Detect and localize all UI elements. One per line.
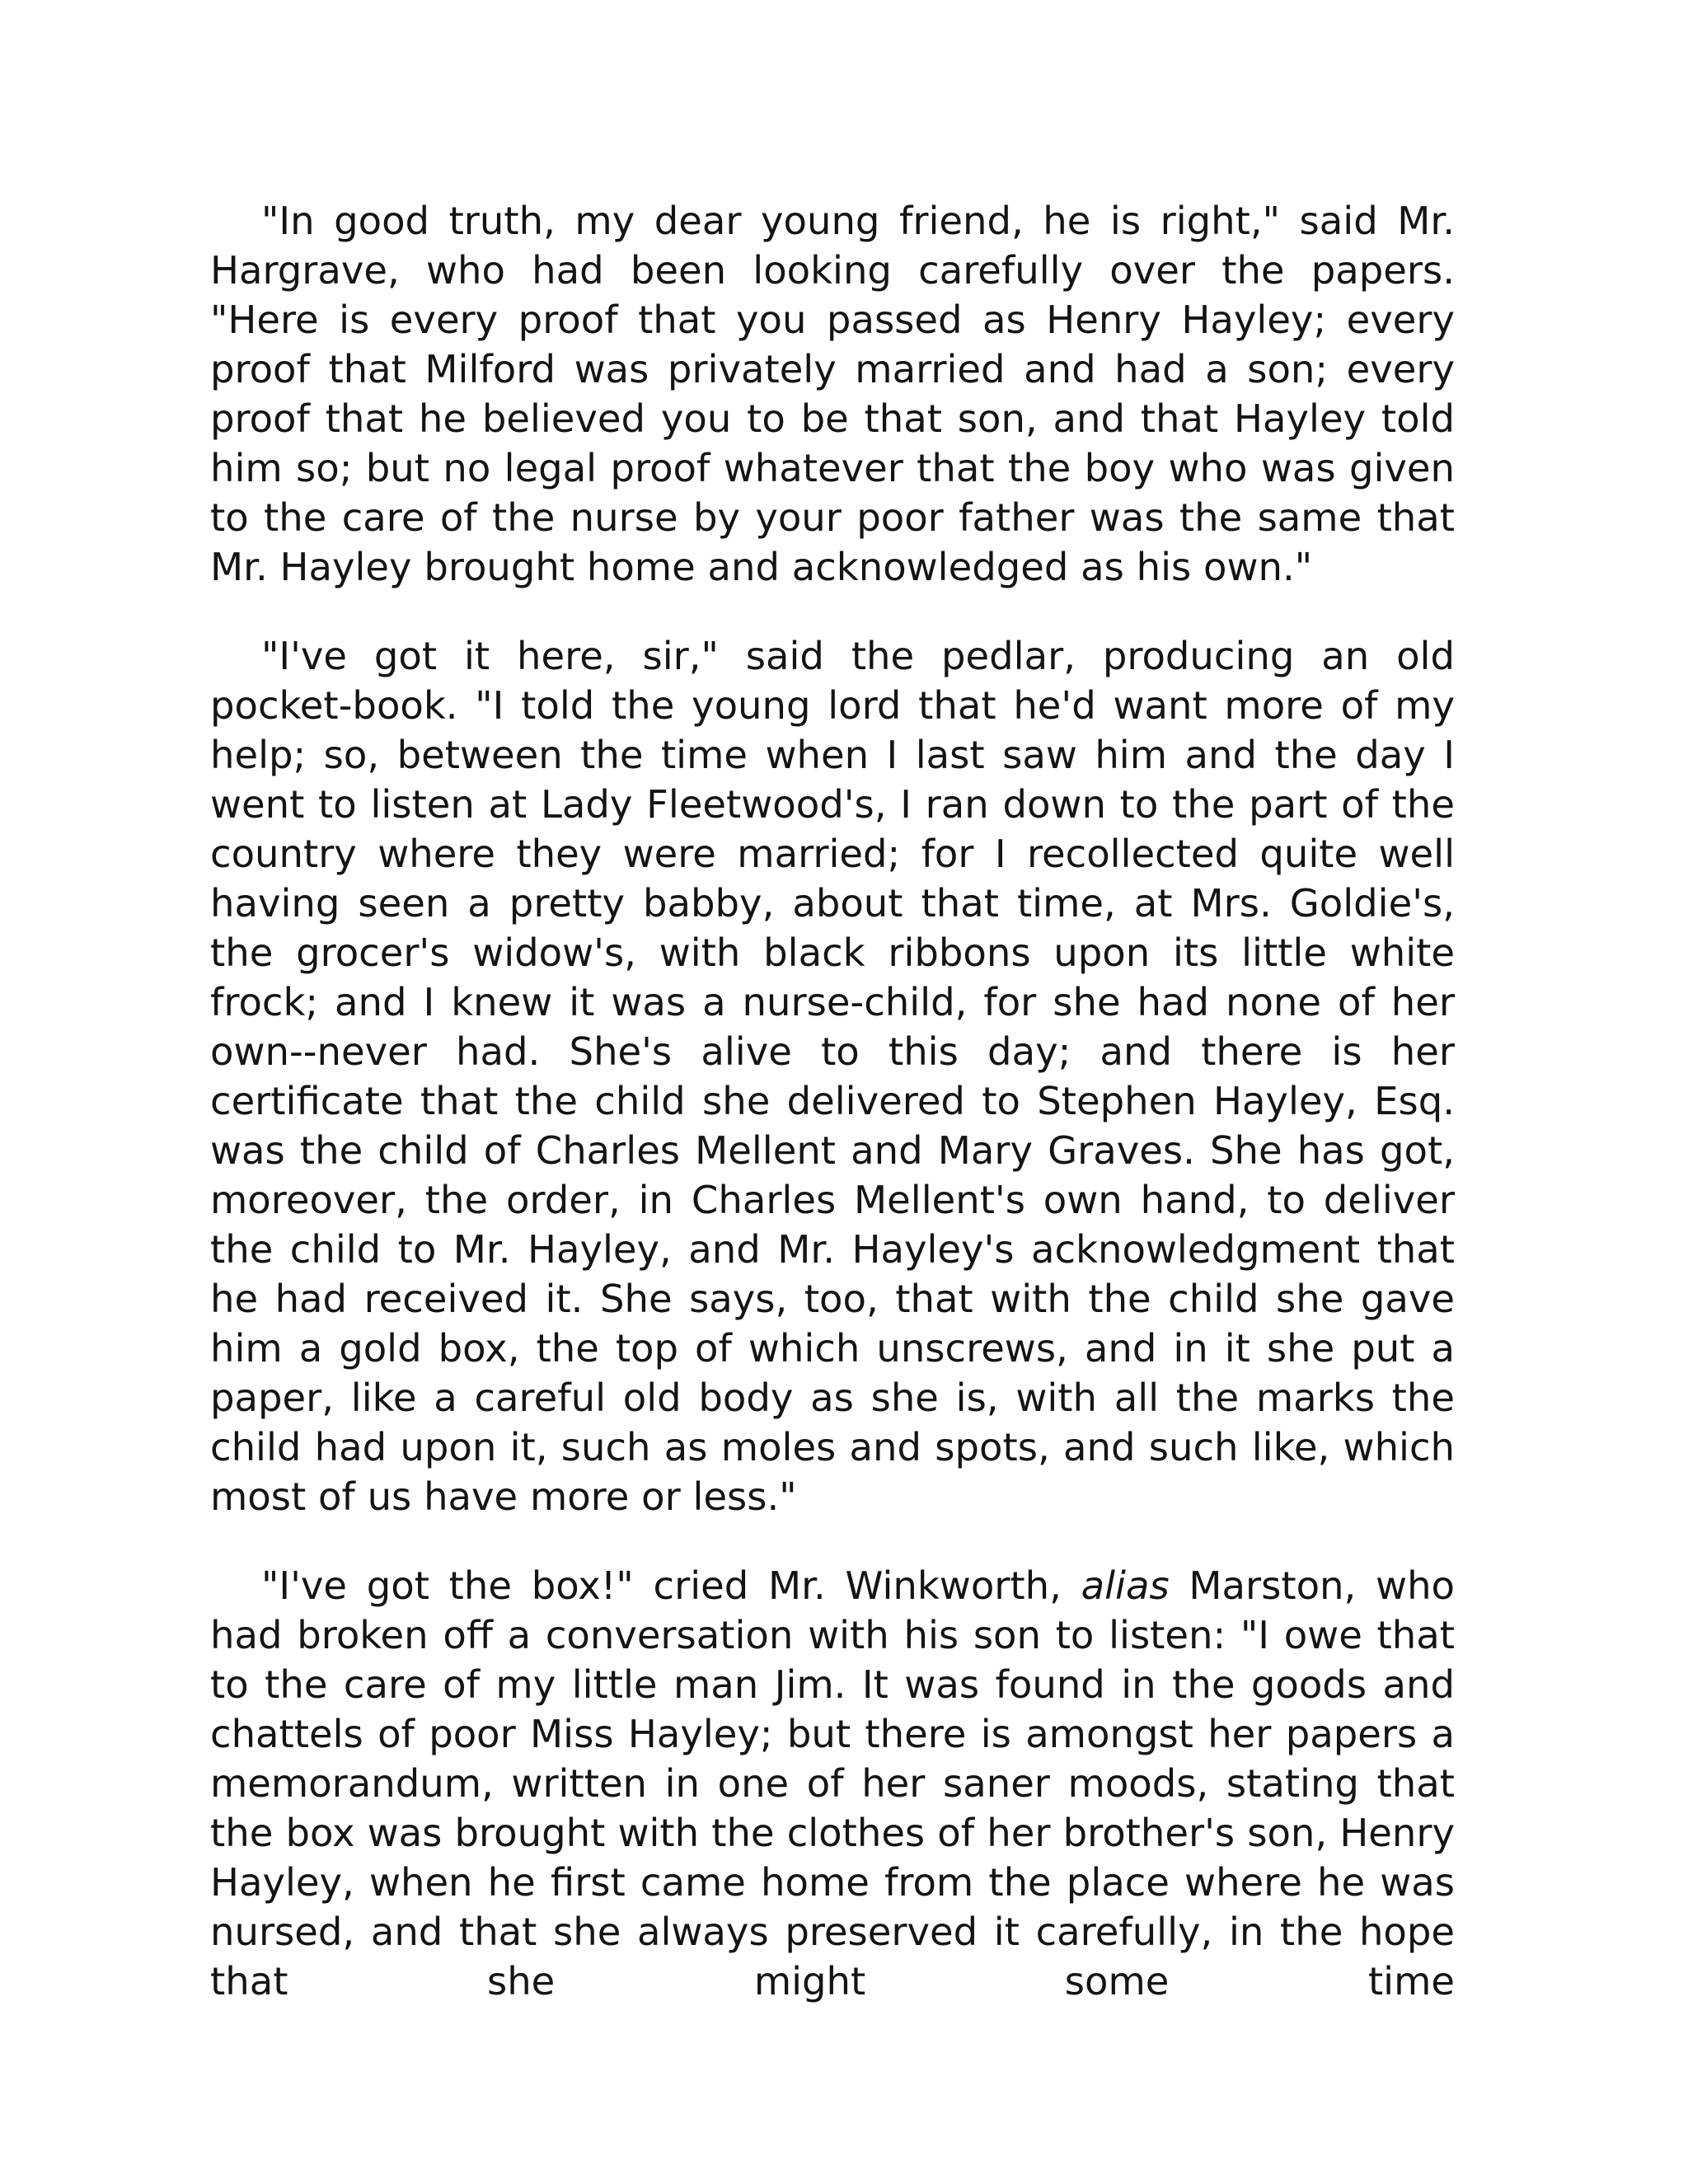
paragraph-hargrave: "In good truth, my dear young friend, he is right," said Mr. Hargrave, who had been looking carefully over the papers. "Here is every proof that you passed as Henry Hayley; every proof that Milford was privately married and had a son; every proof that he believed you to be that son, and that Hayley told him so; but no legal proof whatever that the boy who was given to the care of the nurse by your poor father was the same that Mr. Hayley brought home and acknowledged as his own."	[210, 199, 1455, 589]
paragraph-pedlar: "I've got it here, sir," said the pedlar, producing an old pocket-book. "I told the young lord that he'd want more of my help; so, between the time when I last saw him and the day I went to listen at Lady Fleetwood's, I ran down to the part of the country where they were married; for I recollected quite well having seen a pretty babby, about that time, at Mrs. Goldie's, the grocer's widow's, with black ribbons upon its little white frock; and I knew it was a nurse-child, for she had none of her own--never had. She's alive to this day; and there is her certificate that the child she delivered to Stephen Hayley, Esq. was the child of Charles Mellent and Mary Graves. She has got, moreover, the order, in Charles Mellent's own hand, to deliver the child to Mr. Hayley, and Mr. Hayley's acknowledgment that he had received it. She says, too, that with the child she gave him a gold box, the top of which unscrews, and in it she put a paper, like a careful old body as she is, with all the marks the child had upon it, such as moles and spots, and such like, which most of us have more or less."	[210, 634, 1455, 1519]
paragraph-winkworth	[210, 1561, 1455, 2006]
italic-alias: alias	[1081, 1563, 1170, 1608]
paragraph-winkworth-start: "I've got the box!" cried Mr. Winkworth,	[261, 1563, 1081, 1608]
document-body	[210, 196, 1455, 2006]
paragraph-winkworth-rest: Marston, who had broken off a conversation with his son to listen: "I owe that to the care of my little man Jim. It was found in the goods and chattels of poor Miss Hayley; but there is amongst her papers a memorandum, written in one of her saner moods, stating that the box was brought with the clothes of her brother's son, Henry Hayley, when he first came home from the place where he was nursed, and that she always preserved it carefully, in the hope that she might some time	[210, 1563, 1455, 2004]
